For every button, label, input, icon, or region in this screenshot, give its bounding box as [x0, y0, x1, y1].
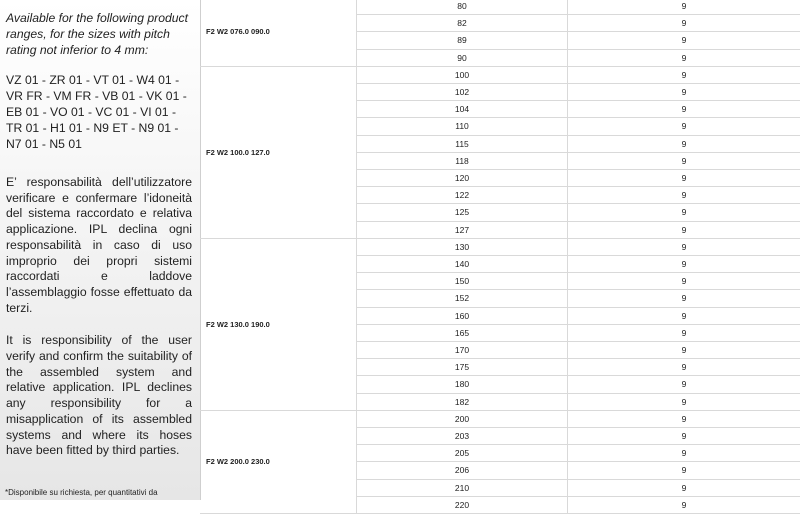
value-cell: 9 [567, 187, 800, 204]
value-cell: 9 [567, 308, 800, 325]
size-cell: 110 [356, 118, 567, 135]
size-cell: 170 [356, 342, 567, 359]
value-cell: 9 [567, 428, 800, 445]
table-row [200, 204, 800, 221]
size-cell: 200 [356, 411, 567, 428]
availability-footnote: *Disponibile su richiesta, per quantitativi da [5, 488, 158, 497]
value-cell: 9 [567, 359, 800, 376]
size-cell: 130 [356, 239, 567, 256]
size-cell: 102 [356, 84, 567, 101]
table-row [200, 222, 800, 239]
value-cell: 9 [567, 497, 800, 514]
value-cell: 9 [567, 480, 800, 497]
table-row [200, 394, 800, 411]
value-cell: 9 [567, 445, 800, 462]
value-cell: 9 [567, 136, 800, 153]
table-row [200, 290, 800, 307]
size-cell: 152 [356, 290, 567, 307]
size-cell: 122 [356, 187, 567, 204]
size-cell: 150 [356, 273, 567, 290]
availability-intro: Available for the following product ranges, for the sizes with pitch rating not inferior to 4 mm: [6, 11, 189, 57]
table-row [200, 15, 800, 32]
value-cell: 9 [567, 239, 800, 256]
value-cell: 9 [567, 170, 800, 187]
value-cell: 9 [567, 273, 800, 290]
value-cell: 9 [567, 101, 800, 118]
value-cell: 9 [567, 84, 800, 101]
table-row [200, 428, 800, 445]
table-row [200, 239, 800, 256]
size-cell: 210 [356, 480, 567, 497]
size-cell: 104 [356, 101, 567, 118]
table-row [200, 325, 800, 342]
value-cell: 9 [567, 32, 800, 49]
value-cell: 9 [567, 256, 800, 273]
size-cell: 160 [356, 308, 567, 325]
table-row [200, 411, 800, 428]
size-cell: 115 [356, 136, 567, 153]
value-cell: 9 [567, 67, 800, 84]
table-row [200, 50, 800, 67]
size-cell: 140 [356, 256, 567, 273]
size-cell: 180 [356, 376, 567, 393]
value-cell: 9 [567, 118, 800, 135]
table-row [200, 101, 800, 118]
size-cell: 182 [356, 394, 567, 411]
value-cell: 9 [567, 376, 800, 393]
table-row [200, 497, 800, 514]
table-row [200, 308, 800, 325]
table-row [200, 118, 800, 135]
disclaimer-italian: E’ responsabilità dell’utilizzatore verificare e confermare l’idoneità del sistema raccordato e relativa applicazione. IPL declina ogni responsabilità in caso di uso improprio dei propri sistemi raccordati e laddove l’assemblaggio fosse effettuato da terzi. [6, 175, 192, 315]
table-row [200, 67, 800, 84]
table-row [200, 170, 800, 187]
size-cell: 220 [356, 497, 567, 514]
size-cell: 127 [356, 222, 567, 239]
table-row [200, 480, 800, 497]
info-sidebar [0, 0, 200, 500]
value-cell: 9 [567, 411, 800, 428]
table-row [200, 32, 800, 49]
size-cell: 205 [356, 445, 567, 462]
size-cell: 89 [356, 32, 567, 49]
table-row [200, 359, 800, 376]
value-cell: 9 [567, 153, 800, 170]
value-cell: 9 [567, 325, 800, 342]
group-label: F2 W2 200.0 230.0 [206, 457, 270, 467]
table-row [200, 342, 800, 359]
value-cell: 9 [567, 50, 800, 67]
size-cell: 203 [356, 428, 567, 445]
size-cell: 82 [356, 15, 567, 32]
disclaimer-english: It is responsibility of the user verify and confirm the suitability of the assembled system and relative application. IPL declines any responsibility for a misapplication of its assembled systems and where its hoses have been fitted by third parties. [6, 333, 192, 458]
size-cell: 175 [356, 359, 567, 376]
group-label: F2 W2 100.0 127.0 [206, 147, 270, 157]
size-cell: 100 [356, 67, 567, 84]
value-cell: 9 [567, 222, 800, 239]
value-cell: 9 [567, 342, 800, 359]
size-cell: 206 [356, 462, 567, 479]
size-cell: 125 [356, 204, 567, 221]
value-cell: 9 [567, 462, 800, 479]
table-row [200, 445, 800, 462]
value-cell: 9 [567, 290, 800, 307]
product-range-list: VZ 01 - ZR 01 - VT 01 - W4 01 - VR FR - VM FR - VB 01 - VK 01 - EB 01 - VO 01 - VC 01 - VI 01 - TR 01 - H1 01 - N9 ET - N9 01 - N7 01 - N5 01 [6, 73, 187, 151]
group-label: F2 W2 076.0 090.0 [206, 27, 270, 37]
table-row [200, 84, 800, 101]
size-cell: 118 [356, 153, 567, 170]
table-row [200, 462, 800, 479]
table-row [200, 153, 800, 170]
value-cell: 9 [567, 0, 800, 15]
group-label: F2 W2 130.0 190.0 [206, 319, 270, 329]
table-row [200, 256, 800, 273]
table-row [200, 0, 800, 15]
table-row [200, 273, 800, 290]
table-row [200, 187, 800, 204]
value-cell: 9 [567, 15, 800, 32]
value-cell: 9 [567, 204, 800, 221]
size-cell: 80 [356, 0, 567, 15]
size-cell: 90 [356, 50, 567, 67]
size-table [200, 0, 800, 510]
table-row [200, 376, 800, 393]
value-cell: 9 [567, 394, 800, 411]
table-row [200, 136, 800, 153]
size-cell: 165 [356, 325, 567, 342]
size-cell: 120 [356, 170, 567, 187]
